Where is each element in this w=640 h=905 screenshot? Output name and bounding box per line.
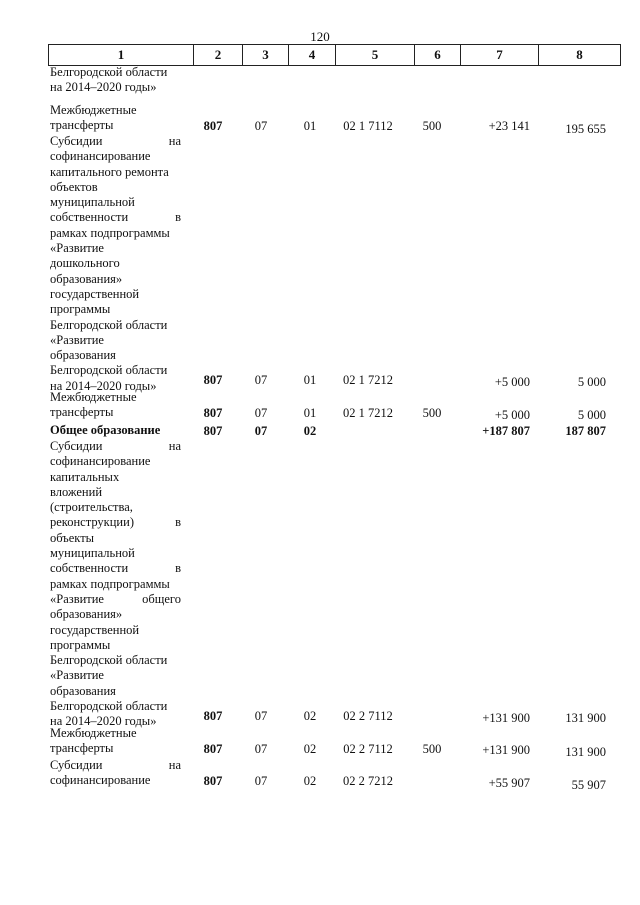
cell-total-amount: 131 900 (565, 745, 606, 759)
cell-target-article: 02 1 7212 (343, 373, 393, 387)
header-col-4: 4 (289, 45, 336, 65)
cell-subsection: 02 (303, 742, 317, 756)
cell-total-amount: 187 807 (565, 424, 606, 438)
row-description: Субсидии на софинансирование капитального ремонта объектов муниципальной собственности в рамках подпрограммы «Развитие дошкольного образования» государственной программы Белгородской области «Развитие образования Белгородской области на 2014–2020 годы» (50, 134, 181, 393)
cell-section: 07 (254, 742, 268, 756)
header-col-5: 5 (336, 45, 415, 65)
header-col-7: 7 (461, 45, 539, 65)
row-description: Субсидии на софинансирование капитальных вложений (строительства, реконструкции) в объекты муниципальной собственности в рамках подпрограммы «Развитие общего образования» государственной программы Белгородской области «Развитие образования Белгородской области на 2014–2020 годы» (50, 439, 181, 729)
cell-ministry-code: 807 (203, 742, 223, 756)
cell-section: 07 (254, 709, 268, 723)
cell-change-amount: +131 900 (482, 711, 530, 725)
cell-target-article: 02 2 7112 (343, 709, 393, 723)
cell-section: 07 (254, 424, 268, 438)
cell-section: 07 (254, 774, 268, 788)
cell-total-amount: 131 900 (565, 711, 606, 725)
cell-subsection: 01 (303, 406, 317, 420)
cell-target-article: 02 1 7212 (343, 406, 393, 420)
cell-ministry-code: 807 (203, 774, 223, 788)
cell-subsection: 02 (303, 774, 317, 788)
page-number: 120 (310, 29, 330, 44)
cell-total-amount: 5 000 (577, 375, 606, 389)
cell-target-article: 02 2 7212 (343, 774, 393, 788)
cell-subsection: 01 (303, 373, 317, 387)
row-description: Общее образование (50, 423, 161, 437)
cell-expense-type: 500 (422, 742, 442, 756)
row-description: Межбюджетные трансферты (50, 726, 137, 756)
cell-target-article: 02 2 7112 (343, 742, 393, 756)
cell-ministry-code: 807 (203, 424, 223, 438)
row-description: Межбюджетные трансферты (50, 390, 137, 420)
row-description: Белгородской области на 2014–2020 годы» (50, 65, 168, 95)
cell-change-amount: +23 141 (488, 119, 530, 133)
cell-section: 07 (254, 406, 268, 420)
cell-section: 07 (254, 373, 268, 387)
header-col-6: 6 (415, 45, 461, 65)
cell-change-amount: +131 900 (482, 743, 530, 757)
cell-change-amount: +5 000 (494, 375, 530, 389)
cell-change-amount: +5 000 (494, 408, 530, 422)
row-description: Межбюджетные трансферты (50, 103, 137, 133)
cell-expense-type: 500 (422, 119, 442, 133)
cell-expense-type: 500 (422, 406, 442, 420)
cell-ministry-code: 807 (203, 119, 223, 133)
cell-total-amount: 195 655 (565, 122, 606, 136)
cell-ministry-code: 807 (203, 709, 223, 723)
row-description: Субсидии на софинансирование (50, 758, 181, 788)
cell-total-amount: 5 000 (577, 408, 606, 422)
cell-subsection: 02 (303, 424, 317, 438)
cell-subsection: 01 (303, 119, 317, 133)
cell-subsection: 02 (303, 709, 317, 723)
cell-ministry-code: 807 (203, 406, 223, 420)
cell-ministry-code: 807 (203, 373, 223, 387)
header-col-8: 8 (576, 47, 583, 62)
table-header (48, 44, 621, 66)
header-col-3: 3 (243, 45, 289, 65)
header-col-2: 2 (194, 45, 243, 65)
cell-change-amount: +55 907 (488, 776, 530, 790)
header-col-1: 1 (49, 45, 194, 65)
cell-target-article: 02 1 7112 (343, 119, 393, 133)
cell-section: 07 (254, 119, 268, 133)
cell-total-amount: 55 907 (571, 778, 606, 792)
cell-change-amount: +187 807 (482, 424, 530, 438)
